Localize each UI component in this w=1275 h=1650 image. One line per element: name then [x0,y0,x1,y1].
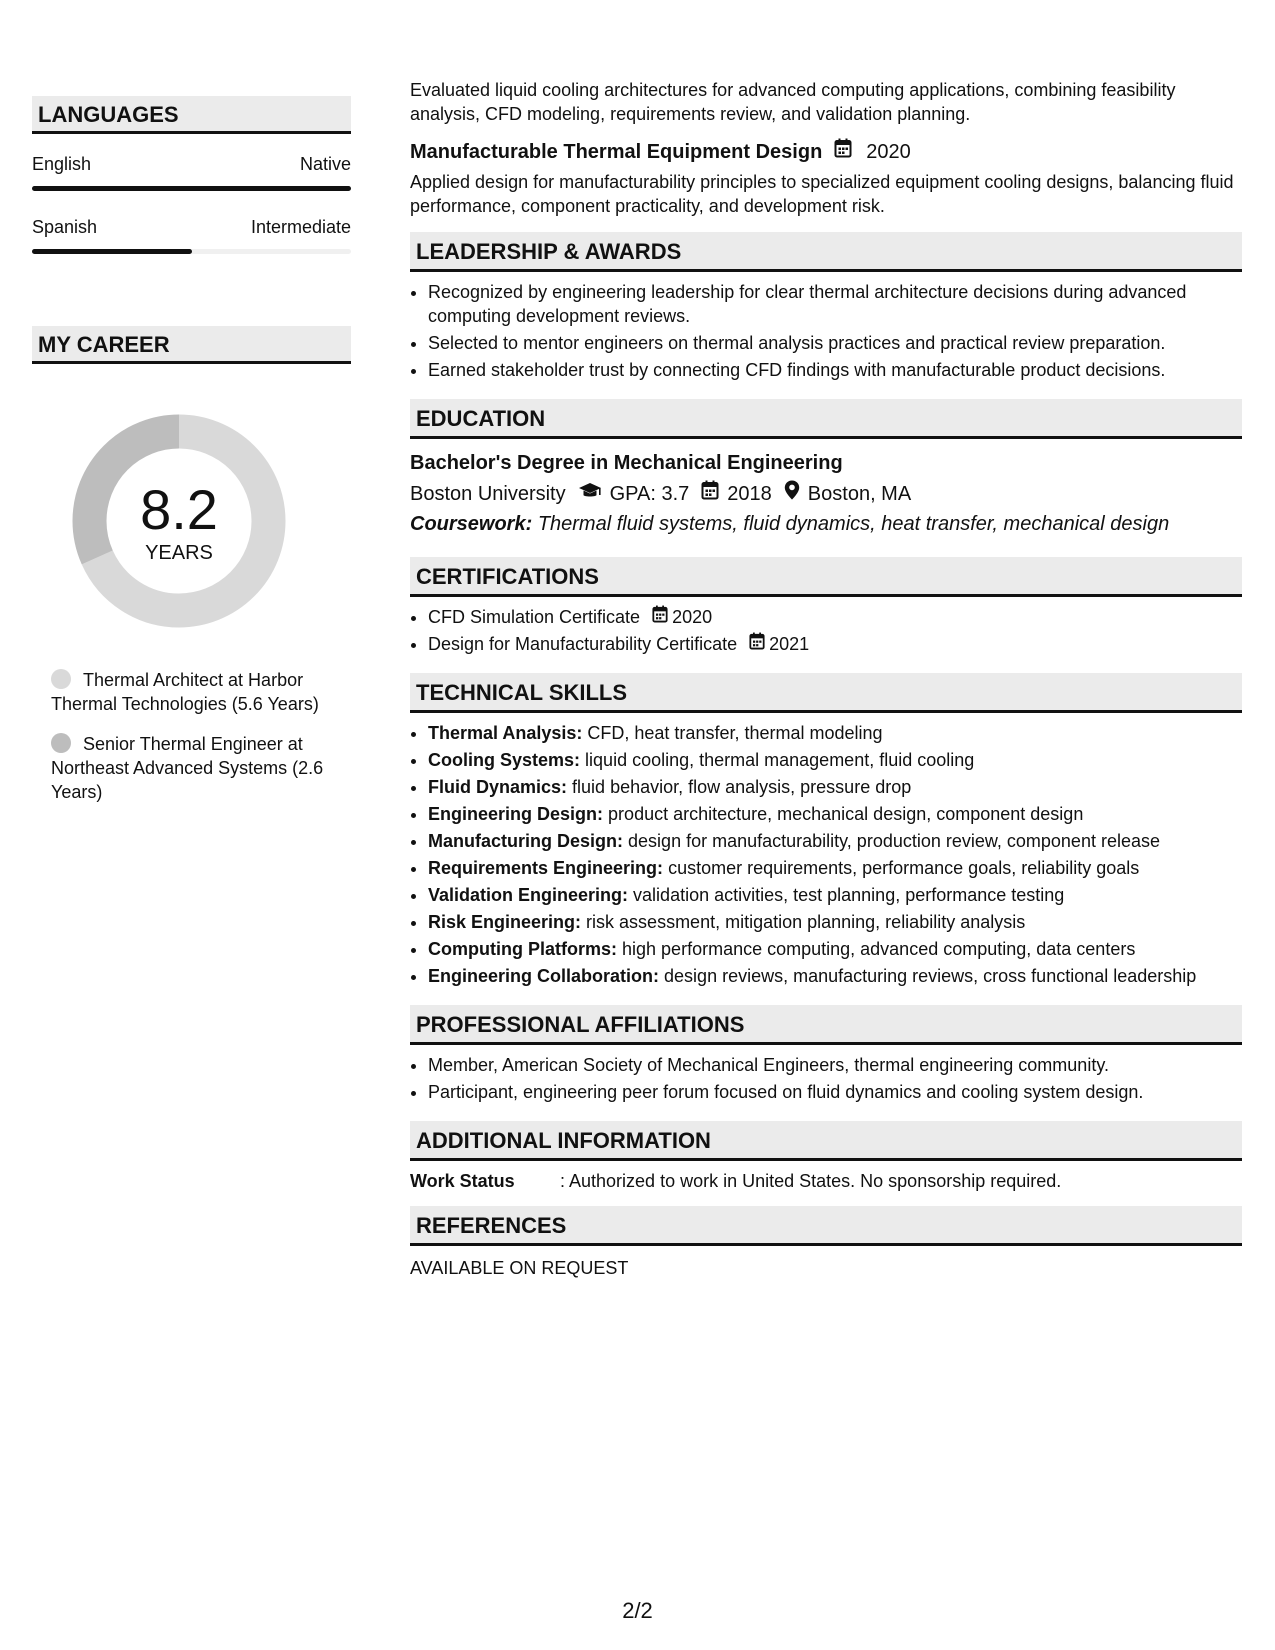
list-item: • Recognized by engineering leadership for clear thermal architecture decisions during advanced computing development reviews. [428,280,1242,328]
right-column [410,78,1242,1280]
skills-heading: TECHNICAL SKILLS [410,673,1242,713]
skill-label: Engineering Collaboration: [428,966,660,986]
project-description: Applied design for manufacturability principles to specialized equipment cooling designs, balancing fluid performance, component practicality, and development risk. [410,172,1234,216]
list-item [428,605,1242,629]
list-item [428,721,1242,745]
skill-label: Engineering Design: [428,804,604,824]
career-total-unit: YEARS [145,542,213,564]
page-number: 2/2 [622,1598,653,1623]
education-degree: Bachelor's Degree in Mechanical Engineering [410,452,843,474]
list-item [428,883,1242,907]
list-item: • Member, American Society of Mechanical Engineers, thermal engineering community. [428,1053,1242,1077]
map-pin-icon [784,479,800,509]
skill-value: design for manufacturability, production review, component release [628,831,1160,851]
language-level: Native [299,154,351,174]
career-donut-chart [66,408,292,634]
leadership-heading: LEADERSHIP & AWARDS [410,232,1242,272]
education-gpa: GPA: 3.7 [609,483,690,505]
education-coursework [410,509,1242,539]
skills-list [410,721,1242,988]
project-year: 2020 [866,141,911,163]
skill-value: CFD, heat transfer, thermal modeling [587,723,883,743]
list-item [428,802,1242,826]
legend-dot [51,733,71,753]
cert-year: 2021 [769,634,810,654]
skill-label: Thermal Analysis: [428,723,583,743]
language-proficiency-bar [32,249,351,254]
skill-label: Validation Engineering: [428,885,629,905]
skill-label: Fluid Dynamics: [428,777,568,797]
language-name: English [32,154,92,174]
skill-label: Risk Engineering: [428,912,582,932]
list-item [428,748,1242,772]
legend-label: Senior Thermal Engineer at Northeast Advanced Systems (2.6 Years) [51,734,324,802]
skill-label: Manufacturing Design: [428,831,624,851]
skill-value: design reviews, manufacturing reviews, cross functional leadership [664,966,1197,986]
legend-dot [51,669,71,689]
career-legend-item [51,732,336,804]
skill-value: fluid behavior, flow analysis, pressure drop [572,777,912,797]
language-item [32,154,351,191]
work-status-value: : Authorized to work in United States. No sponsorship required. [560,1171,1062,1191]
references-heading: REFERENCES [410,1206,1242,1246]
references-text: AVAILABLE ON REQUEST [410,1258,629,1278]
language-level: Intermediate [250,217,351,237]
additional-info-heading: ADDITIONAL INFORMATION [410,1121,1242,1161]
language-proficiency-bar [32,186,351,191]
career-legend-item [51,668,336,716]
skill-value: high performance computing, advanced computing, data centers [622,939,1136,959]
languages-heading: LANGUAGES [32,96,351,134]
work-status-label: Work Status [410,1171,515,1191]
calendar-icon [834,138,852,166]
education-details [410,479,1242,509]
education-school: Boston University [410,483,566,505]
cert-name: • Design for Manufacturability Certificate [428,634,738,654]
skill-value: liquid cooling, thermal management, fluid cooling [585,750,975,770]
list-item [428,910,1242,934]
language-proficiency-fill [32,249,192,254]
work-status-row [410,1171,1242,1192]
skill-label: Cooling Systems: [428,750,581,770]
leadership-list [410,280,1242,382]
project-intro: Evaluated liquid cooling architectures for advanced computing applications, combining feasibility analysis, CFD modeling, requirements review, and validation planning. [410,80,1176,124]
list-item [428,856,1242,880]
project-title: Manufacturable Thermal Equipment Design [410,141,823,163]
education-heading: EDUCATION [410,399,1242,439]
language-name: Spanish [32,217,98,237]
certifications-list [410,605,1242,656]
graduation-cap-icon [578,479,602,509]
project-title-row [410,138,1242,166]
skill-label: Requirements Engineering: [428,858,664,878]
affiliations-heading: PROFESSIONAL AFFILIATIONS [410,1005,1242,1045]
coursework-text: Thermal fluid systems, fluid dynamics, heat transfer, mechanical design [537,513,1170,535]
affiliations-list [410,1053,1242,1104]
calendar-icon [749,632,765,656]
list-item [428,937,1242,961]
skill-value: validation activities, test planning, performance testing [633,885,1065,905]
list-item: • Selected to mentor engineers on thermal analysis practices and practical review preparation. [428,331,1242,355]
education-location: Boston, MA [807,483,912,505]
career-legend [32,668,351,804]
career-heading: MY CAREER [32,326,351,364]
list-item: • Participant, engineering peer forum focused on fluid dynamics and cooling system design. [428,1080,1242,1104]
list-item [428,964,1242,988]
coursework-label: Coursework: [410,513,533,535]
cert-name: • CFD Simulation Certificate [428,607,641,627]
career-total-value: 8.2 [140,478,218,541]
left-column [32,96,351,820]
list-item [428,775,1242,799]
calendar-icon [701,479,719,509]
list-item [428,632,1242,656]
education-year: 2018 [727,483,772,505]
skill-label: Computing Platforms: [428,939,617,959]
skill-value: risk assessment, mitigation planning, reliability analysis [586,912,1026,932]
language-item [32,217,351,254]
cert-year: 2020 [672,607,713,627]
legend-label: Thermal Architect at Harbor Thermal Technologies (5.6 Years) [51,670,319,714]
certifications-heading: CERTIFICATIONS [410,557,1242,597]
calendar-icon [652,605,668,629]
list-item: • Earned stakeholder trust by connecting CFD findings with manufacturable product decisions. [428,358,1242,382]
language-proficiency-fill [32,186,351,191]
skill-value: product architecture, mechanical design, component design [608,804,1084,824]
skill-value: customer requirements, performance goals, reliability goals [668,858,1140,878]
list-item [428,829,1242,853]
